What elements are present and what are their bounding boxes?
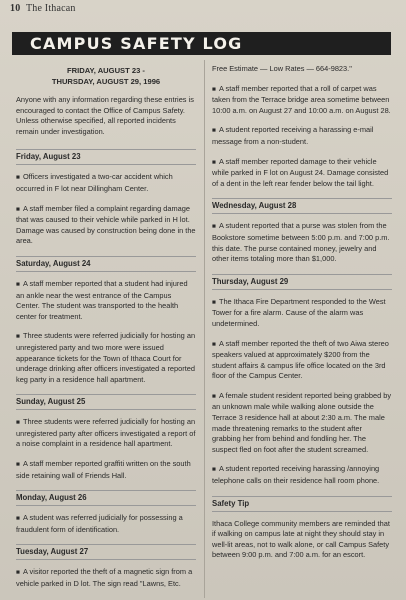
log-entry	[212, 84, 392, 117]
log-entry	[16, 513, 196, 535]
log-entry	[212, 391, 392, 456]
bullet-icon: ■	[16, 280, 20, 288]
safety-tip-text: Ithaca College community members are reminded that if walking on campus late at night they should stay in well-lit areas, not to walk alone, or call Campus Safety between 9:00 p.m. and 7:00 a.m. for an escort.	[212, 518, 390, 560]
day-heading: Saturday, August 24	[16, 256, 196, 272]
safety-tip-title: Safety Tip	[212, 496, 392, 512]
log-entry-text: A staff member reported graffiti written on the south side retaining wall of Friends Hall.	[16, 459, 191, 480]
bullet-icon: ■	[212, 392, 216, 400]
left-column	[16, 64, 196, 599]
log-entry-text: A female student resident reported being grabbed by an unknown male while walking alone outside the Terrace 3 residence hall at about 2:30 a.m. The male made threatening remarks to the student after grabbing her from behind and fondling her. The suspect fled on foot after the student screamed.	[212, 390, 392, 454]
log-entry	[16, 459, 196, 481]
bullet-icon: ■	[16, 569, 20, 577]
log-entry-text: Officers investigated a two-car accident which occurred in F lot near Dillingham Center.	[16, 172, 173, 193]
date-range-line-2: THURSDAY, AUGUST 29, 1996	[51, 76, 161, 86]
log-entry-text: A staff member reported that a student had injured an ankle near the west entrance of the Campus Center. The student was transported to the health center for treatment.	[16, 278, 188, 321]
log-entry-text: Three students were referred judicially for hosting an unregistered party after officers investigated a report of a noise complaint in a residence hall apartment.	[16, 417, 196, 449]
intro-paragraph: Anyone with any information regarding these entries is encouraged to contact the Office of Campus Safety. Unless otherwise specified, all reported incidents remain under investigation.	[16, 95, 194, 136]
log-entry-text: A student was referred judicially for possessing a fraudulent form of identification.	[16, 513, 183, 534]
log-entry-text: A student reported receiving harassing /annoying telephone calls on their residence hall room phone.	[212, 464, 380, 486]
log-entry	[212, 297, 392, 330]
log-entry	[16, 204, 196, 247]
log-entry	[212, 125, 392, 147]
log-entry-text: A staff member filed a complaint regarding damage that was caused to their vehicle while parked in H lot. Damage was caused by construction being done in the area.	[16, 203, 196, 246]
log-entry-text: A staff member reported that a roll of carpet was taken from the Terrace bridge area sometime between 10:00 a.m. on August 27 and 10:00 a.m. on August 28.	[212, 83, 391, 115]
bullet-icon: ■	[212, 466, 216, 474]
paper-name: The Ithacan	[25, 3, 76, 14]
right-column	[212, 64, 392, 570]
log-entry	[16, 417, 196, 450]
day-heading: Wednesday, August 28	[212, 198, 392, 214]
log-entry-text: A staff member reported the theft of two Aiwa stereo speakers valued at approximately $200 from the student affairs & campus life office located on the 3rd floor of the Campus Center.	[212, 338, 389, 381]
bullet-icon: ■	[212, 127, 216, 135]
date-range-line-1: FRIDAY, AUGUST 23 -	[67, 66, 145, 75]
column-divider	[204, 60, 205, 598]
log-entry	[212, 157, 392, 190]
log-entry	[212, 221, 392, 264]
log-entry-text: A staff member reported damage to their vehicle while parked in F lot on August 24. Damage consisted of a dent in the left rear fender below the tail light.	[212, 156, 389, 188]
log-entry-text: A student reported that a purse was stolen from the Bookstore sometime between 5:00 p.m. and 7:00 p.m. this date. The purse contained money, jewelry and other items totaling more than $1,000.	[212, 221, 390, 264]
bullet-icon: ■	[212, 85, 216, 93]
log-entry	[16, 279, 196, 322]
log-entry-text: A visitor reported the theft of a magnetic sign from a vehicle parked in D lot. The sign read "Lawns, Etc.	[16, 567, 193, 589]
bullet-icon: ■	[212, 298, 216, 306]
day-heading: Thursday, August 29	[212, 274, 392, 290]
section-banner: CAMPUS SAFETY LOG	[12, 32, 391, 55]
day-heading: Sunday, August 25	[16, 394, 196, 410]
log-entry	[212, 464, 392, 486]
page-number: 10	[10, 3, 21, 14]
day-heading: Monday, August 26	[16, 490, 196, 506]
log-entry-text: A student reported receiving a harassing e-mail message from a non-student.	[212, 125, 374, 146]
continued-text: Free Estimate — Low Rates — 664-9823."	[212, 64, 352, 73]
log-entry	[16, 172, 196, 194]
log-entry	[16, 331, 196, 385]
log-entry-text: The Ithaca Fire Department responded to the West Tower for a fire alarm. Cause of the alarm was undetermined.	[212, 296, 386, 328]
log-entry	[212, 339, 392, 382]
bullet-icon: ■	[16, 333, 20, 341]
day-heading: Tuesday, August 27	[16, 544, 196, 560]
bullet-icon: ■	[16, 174, 20, 182]
log-entry-text: Three students were referred judicially for hosting an unregistered party and two more were issued appearance tickets for the Town of Ithaca Court for underage drinking after officers investigated a reported keg party in a residence hall apartment.	[16, 331, 196, 384]
day-heading: Friday, August 23	[16, 149, 196, 165]
bullet-icon: ■	[16, 205, 20, 213]
bullet-icon: ■	[16, 515, 20, 523]
bullet-icon: ■	[212, 340, 216, 348]
page-folio	[10, 3, 76, 14]
log-entry	[16, 567, 196, 589]
bullet-icon: ■	[16, 461, 20, 469]
bullet-icon: ■	[212, 223, 216, 231]
bullet-icon: ■	[212, 158, 216, 166]
date-range	[16, 66, 196, 87]
bullet-icon: ■	[16, 419, 20, 427]
